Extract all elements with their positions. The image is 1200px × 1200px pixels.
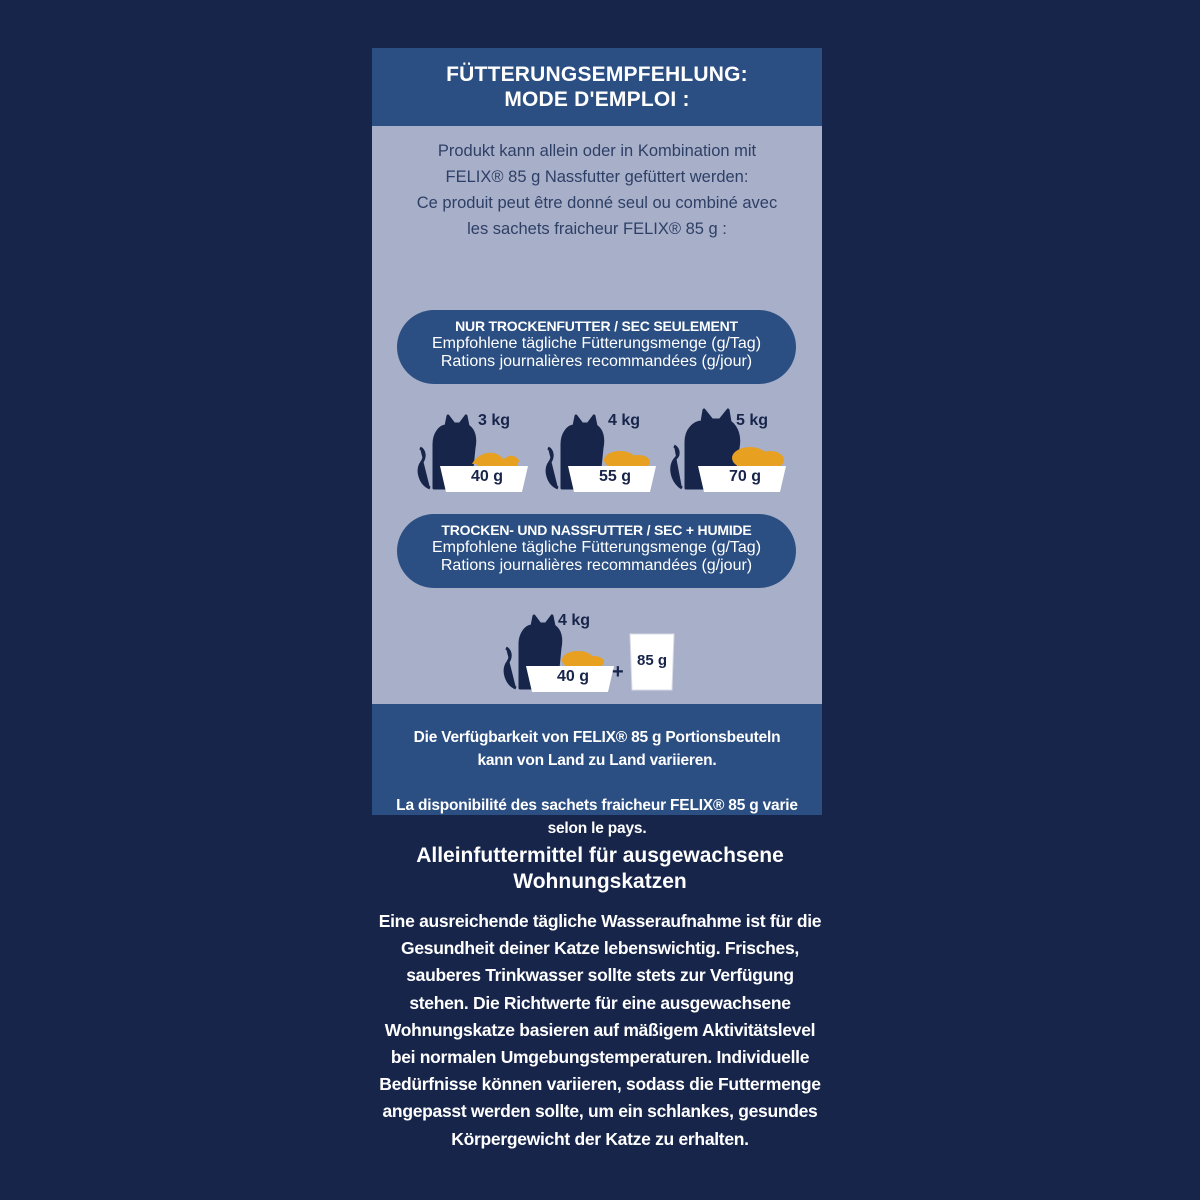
intro-line-2: FELIX® 85 g Nassfutter gefüttert werden: xyxy=(445,168,749,186)
mixed-food-line-fr: Rations journalières recommandées (g/jour) xyxy=(440,557,753,574)
description-line: angepasst werden sollte, um ein schlankes, gesundes xyxy=(382,1101,818,1122)
cat-bowl-4kg xyxy=(540,404,670,494)
plus-sign: + xyxy=(612,661,624,683)
feeding-guide-card xyxy=(372,48,822,837)
description-line: stehen. Die Richtwerte für eine ausgewachsene xyxy=(409,992,791,1013)
description-line: Bedürfnisse können variieren, sodass die Futtermenge xyxy=(379,1074,821,1095)
intro-line-3: Ce produit peut être donné seul ou combiné avec xyxy=(416,194,778,212)
header-title-fr: MODE D'EMPLOI : xyxy=(504,88,690,111)
cat-bowl-5kg xyxy=(668,404,798,494)
dry-food-pill xyxy=(397,310,796,384)
mixed-food-title: TROCKEN- UND NASSFUTTER / SEC + HUMIDE xyxy=(441,522,752,538)
description-line: Eine ausreichende tägliche Wasseraufnahme ist für die xyxy=(378,911,822,931)
sachet-85g xyxy=(628,632,676,692)
mixed-food-line-de: Empfohlene tägliche Fütterungsmenge (g/Tag) xyxy=(431,539,762,556)
product-title-line-2: Wohnungskatzen xyxy=(513,870,687,893)
ration-label: 70 g xyxy=(728,468,761,485)
cat-weight-label: 4 kg xyxy=(558,612,591,629)
header-title-de: FÜTTERUNGSEMPFEHLUNG: xyxy=(446,63,748,86)
feeding-guide-body xyxy=(372,126,822,704)
ration-label: 40 g xyxy=(470,468,503,485)
sachet-label: 85 g xyxy=(636,652,667,669)
availability-fr-2: selon le pays. xyxy=(547,820,647,837)
ration-label: 40 g xyxy=(556,668,589,685)
description-line: Gesundheit deiner Katze lebenswichtig. Frisches, xyxy=(401,938,799,959)
intro-text xyxy=(372,138,822,242)
feeding-guide-header xyxy=(372,48,822,126)
product-description xyxy=(340,908,860,1153)
cat-bowl-3kg xyxy=(412,404,542,494)
dry-food-line-de: Empfohlene tägliche Fütterungsmenge (g/Tag) xyxy=(431,335,762,352)
availability-de-2: kann von Land zu Land variieren. xyxy=(477,752,717,769)
mixed-food-pill xyxy=(397,514,796,588)
product-title xyxy=(340,843,860,895)
description-line: Wohnungskatze basieren auf mäßigem Aktivitätslevel xyxy=(384,1019,816,1040)
availability-fr-1: La disponibilité des sachets fraicheur FELIX® 85 g varie xyxy=(396,797,798,814)
cat-weight-label: 3 kg xyxy=(478,412,511,429)
description-line: Körpergewicht der Katze zu erhalten. xyxy=(451,1128,749,1149)
dry-food-line-fr: Rations journalières recommandées (g/jour) xyxy=(440,353,753,370)
cat-bowl-mixed-4kg xyxy=(498,604,628,694)
product-title-line-1: Alleinfuttermittel für ausgewachsene xyxy=(416,844,784,867)
cat-weight-label: 5 kg xyxy=(736,412,769,429)
ration-label: 55 g xyxy=(598,468,631,485)
description-line: bei normalen Umgebungstemperaturen. Individuelle xyxy=(390,1047,810,1068)
availability-de-1: Die Verfügbarkeit von FELIX® 85 g Portionsbeuteln xyxy=(413,729,781,746)
availability-note xyxy=(372,704,822,837)
intro-line-4: les sachets fraicheur FELIX® 85 g : xyxy=(467,220,727,238)
dry-food-title: NUR TROCKENFUTTER / SEC SEULEMENT xyxy=(455,318,738,334)
intro-line-1: Produkt kann allein oder in Kombination mit xyxy=(437,142,757,160)
description-line: sauberes Trinkwasser sollte stets zur Verfügung xyxy=(406,965,794,986)
cat-weight-label: 4 kg xyxy=(608,412,641,429)
